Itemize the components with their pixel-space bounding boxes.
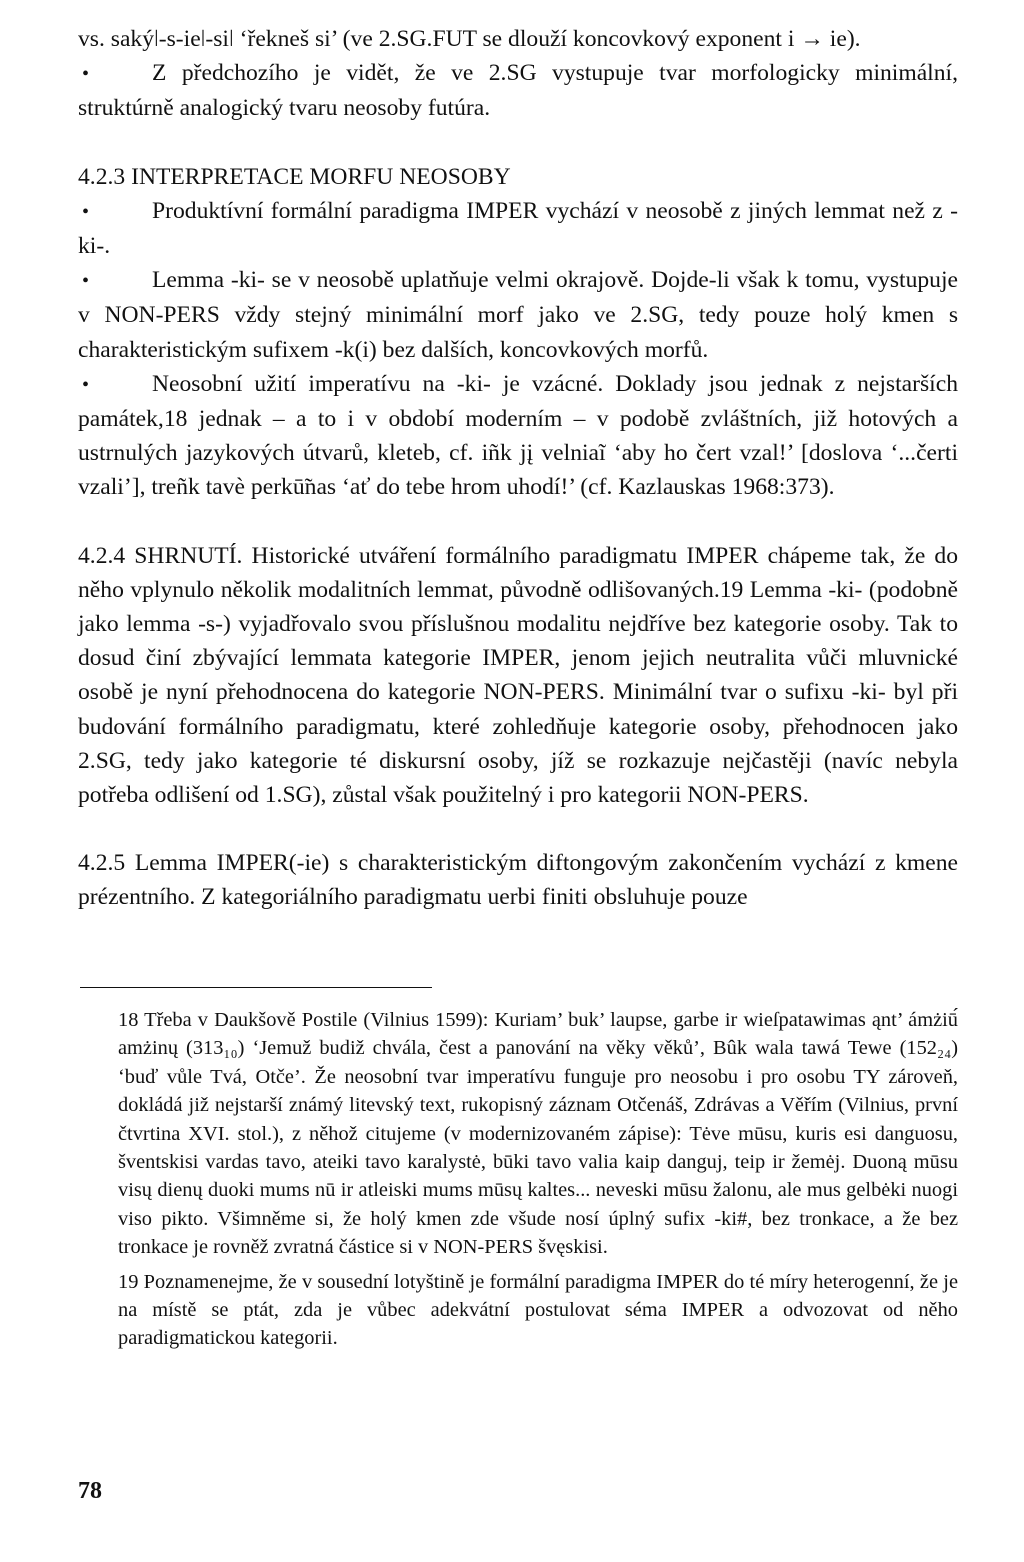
paragraph-4-2-4: 4.2.4 SHRNUTÍ. Historické utváření formálního paradigmatu IMPER chápeme tak, že do něho vplynulo několik modalitních lemmat, původně odlišovaných.19 Lemma -ki- (podobně jako lemma -s-) vyjadřovalo svou příslušnou modalitu nejdříve bez kategorie osoby. Tak to dosud činí zbývající lemmata kategorie IMPER, jenom jejich neutralita vůči mluvnické osobě je nyní přehodnocena do kategorie NON-PERS. Minimální tvar o sufixu -ki- byl při budování formálního paradigmatu, které zohledňuje kategorie osoby, přehodnocen jako 2.SG, tedy jako kategorie té diskursní osoby, jíž se rozkazuje nejčastěji (navíc nebyla potřeba odlišení od 1.SG), zůstal však použitelný i pro kategorii NON-PERS. <box>78 542 958 809</box>
bullet-neosobni <box>78 367 958 505</box>
footnote-rule <box>80 987 432 988</box>
bullet-predchoziho <box>78 56 958 125</box>
footnotes <box>78 1006 958 1359</box>
footnote-19: 19 Poznamenejme, že v sousední lotyštině je formální paradigma IMPER do té míry heterogenní, že je na místě se ptát, zda je vůbec adekvátní postulovat séma IMPER a odvozovat od něho paradigmatickou kategorii. <box>118 1270 958 1350</box>
section-heading-4-2-3: 4.2.3 INTERPRETACE MORFU NEOSOBY <box>78 163 511 190</box>
footnote-18: 18 Třeba v Daukšově Postile (Vilnius 1599): Kuriam’ buk’ laupse, garbe ir wieſpatawimas ąnt’ ámżiū́ amżinų (313₁₀) ‘Jemuž budiž chvála, čest a panování na věky věků’, Bûk wala tawá Tewe (152₂₄) ‘buď vůle Tvá, Otče’. Že neosobní tvar imperatívu funguje pro neosobu i pro osobu TY zároveň, dokládá již nejstarší známý litevský text, rukopisný záznam Otčenáš, Zdrávas a Věřím (Vilnius, první čtvrtina XVI. stol.), z něhož citujeme (v modernizovaném zápise): Tėve mūsu, kuris esi danguosu, šventskisi vardas tavo, ateiki tavo karalystė, būki tavo valia kaip danguj, teip ir žemėj. Duoną mūsu visų dienų duoki mums nū ir atleiski mums mūsų kaltes... neveski mūsu žalonu, ale mus gelbėki nuogi viso pikto. Všimněme si, že holý kmen zde všude nosí úplný sufix -ki#, bez tronkace, a že bez tronkace je rovněž zvratná částice si v NON-PERS švęskisi. <box>118 1009 958 1259</box>
bullet-text: Neosobní užití imperatívu na -ki- je vzácné. Doklady jsou jednak z nejstarších památek,18 jednak – a to i v období moderním – v podobě zvláštních, již hotových a ustrnulých jazykových útvarů, kleteb, cf. iñk jį velniaĩ ‘aby ho čert vzal!’ [doslova ‘...čerti vzali’], treñk tavè perkū̃nas ‘ať do tebe hrom uhodí!’ (cf. Kazlauskas 1968:373). <box>78 370 958 501</box>
bullet-text: Produktívní formální paradigma IMPER vychází v neosobě z jiných lemmat než z -ki-. <box>78 197 958 260</box>
bullet-text: Lemma -ki- se v neosobě uplatňuje velmi okrajově. Dojde-li však k tomu, vystupuje v NON-PERS vždy stejný minimální morf jako ve 2.SG, tedy pouze holý kmen s charakteristickým sufixem -k(i) bez dalších, koncovkových morfů. <box>78 267 958 363</box>
page-number: 78 <box>78 1478 102 1504</box>
bullet-lemma-ki <box>78 263 958 367</box>
bullet-produktivni <box>78 194 958 263</box>
paragraph-4-2-5: 4.2.5 Lemma IMPER(-ie) s charakteristickým diftongovým zakončením vychází z kmene prézentního. Z kategoriálního paradigmatu uerbi finiti obsluhuje pouze <box>78 850 958 911</box>
bullet-text: Z předchozího je vidět, že ve 2.SG vystupuje tvar morfologicky minimální, struktúrně analogický tvaru neosoby futúra. <box>78 60 958 122</box>
main-text <box>78 22 958 915</box>
line-vs: vs. sakýǀ-s-ieǀ-siǀ ‘řekneš si’ (ve 2.SG.FUT se dlouží koncovkový exponent i → ie). <box>78 26 861 52</box>
